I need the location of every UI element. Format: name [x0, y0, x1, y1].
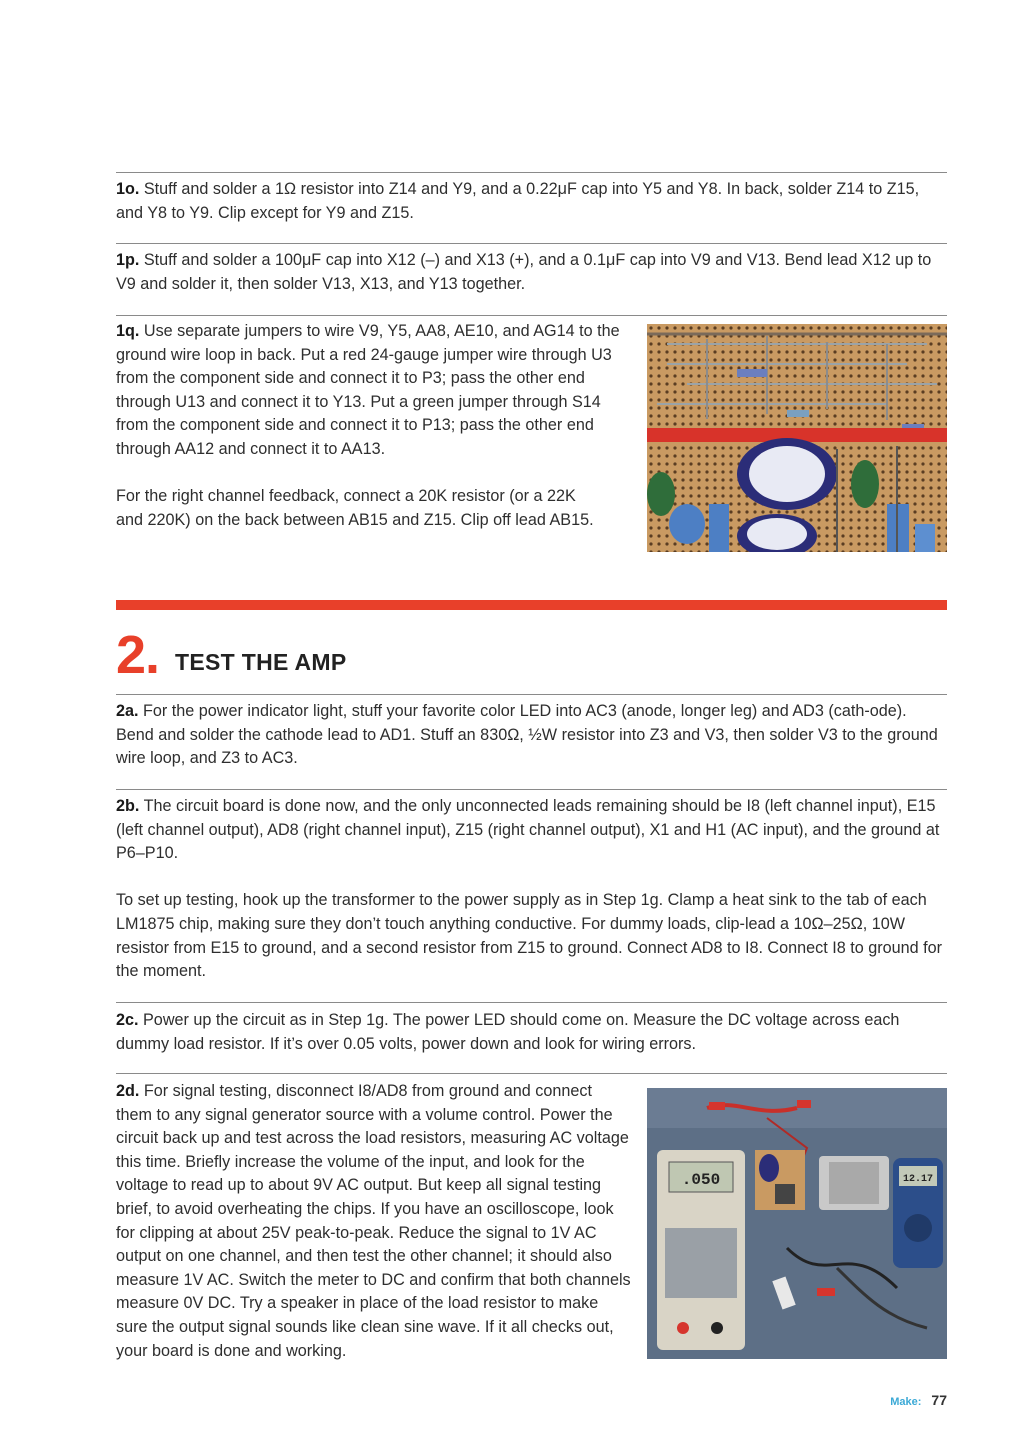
step-id: 2c.	[116, 1011, 139, 1029]
section-bar	[116, 600, 947, 610]
step-2b-extra: To set up testing, hook up the transformer to the power supply as in Step 1g. Clamp a heat sink to the tab of each LM1875 chip, making sure they don’t touch anything conductive. For dummy loads, clip-lead a 10Ω–25Ω, 10W resistor from E15 to ground, and a second resistor from Z15 to ground. Connect AD8 to I8. Connect I8 to ground for the moment.	[116, 891, 943, 981]
page-footer	[890, 1392, 947, 1408]
step-id: 1p.	[116, 251, 140, 269]
page-number: 77	[931, 1392, 947, 1408]
step-id: 1o.	[116, 180, 140, 198]
divider	[116, 1002, 947, 1003]
step-text: Power up the circuit as in Step 1g. The power LED should come on. Measure the DC voltage across each dummy load resistor. If it’s over 0.05 volts, power down and look for wiring errors.	[116, 1011, 900, 1053]
test-setup-photo	[647, 1088, 947, 1359]
divider	[116, 694, 947, 695]
step-2a	[116, 700, 947, 771]
step-2d	[116, 1080, 631, 1363]
step-1o	[116, 178, 947, 225]
step-text: Stuff and solder a 1Ω resistor into Z14 and Y9, and a 0.22μF cap into Y5 and Y8. In back, solder Z14 to Z15, and Y8 to Y9. Clip except for Y9 and Z15.	[116, 180, 920, 222]
divider	[116, 172, 947, 173]
step-id: 2b.	[116, 797, 140, 815]
magazine-brand: Make:	[890, 1396, 922, 1408]
meter-display: .050	[681, 1171, 721, 1189]
section-heading	[116, 622, 347, 685]
circuit-board-illustration	[647, 324, 947, 552]
divider	[116, 243, 947, 244]
step-2b	[116, 795, 947, 984]
section-title: TEST THE AMP	[175, 649, 347, 675]
step-2c	[116, 1009, 947, 1056]
step-1p	[116, 249, 947, 296]
divider	[116, 1073, 947, 1074]
step-2b-text	[116, 795, 947, 866]
step-id: 2d.	[116, 1082, 140, 1100]
divider	[116, 789, 947, 790]
divider	[116, 315, 947, 316]
step-text: For the power indicator light, stuff your favorite color LED into AC3 (anode, longer leg) and AD3 (cath-ode). Bend and solder the cathode lead to AD1. Stuff an 830Ω, ½W resistor into Z3 and V3, then solder V3 to the ground wire loop, and Z3 to AC3.	[116, 702, 938, 768]
step-text: Use separate jumpers to wire V9, Y5, AA8, AE10, and AG14 to the ground wire loop in back. Put a red 24-gauge jumper wire through U3 from the component side and connect it to P3; pass the other end through U13 and connect it to Y13. Put a green jumper through S14 from the component side and connect it to P13; pass the other end through AA12 and connect it to AA13.	[116, 322, 620, 458]
step-id: 2a.	[116, 702, 139, 720]
step-id: 1q.	[116, 322, 140, 340]
step-1q-text	[116, 320, 624, 462]
meter-display: 12.17	[902, 1174, 934, 1185]
step-1q	[116, 320, 624, 532]
circuit-board-photo	[647, 324, 947, 552]
step-text: The circuit board is done now, and the only unconnected leads remaining should be I8 (left channel input), E15 (left channel output), AD8 (right channel input), Z15 (right channel output), X1 and H1 (AC input), and the ground at P6–P10.	[116, 797, 940, 863]
section-number: 2.	[116, 625, 160, 685]
step-text: For signal testing, disconnect I8/AD8 from ground and connect them to any signal generator source with a volume control. Power the circuit back up and test across the load resistors, measuring AC voltage this time. Briefly increase the volume of the input, and look for the voltage to read up to about 9V AC output. But keep all signal testing brief, to avoid overheating the chips. If you have an oscilloscope, look for clipping at about 25V peak-to-peak. Reduce the signal to 1V AC output on one channel, and then test the other channel; it should also measure 1V AC. Switch the meter to DC and confirm that both channels measure 0V DC. Try a speaker in place of the load resistor to make sure the output signal sounds like clean sine wave. If it all checks out, your board is done and working.	[116, 1082, 631, 1360]
test-setup-illustration	[647, 1088, 947, 1359]
step-1q-extra: For the right channel feedback, connect a 20K resistor (or a 22K and 220K) on the back between AB15 and Z15. Clip off lead AB15.	[116, 487, 594, 529]
step-text: Stuff and solder a 100μF cap into X12 (–) and X13 (+), and a 0.1μF cap into V9 and V13. Bend lead X12 up to V9 and solder it, then solder V13, X13, and Y13 together.	[116, 251, 932, 293]
